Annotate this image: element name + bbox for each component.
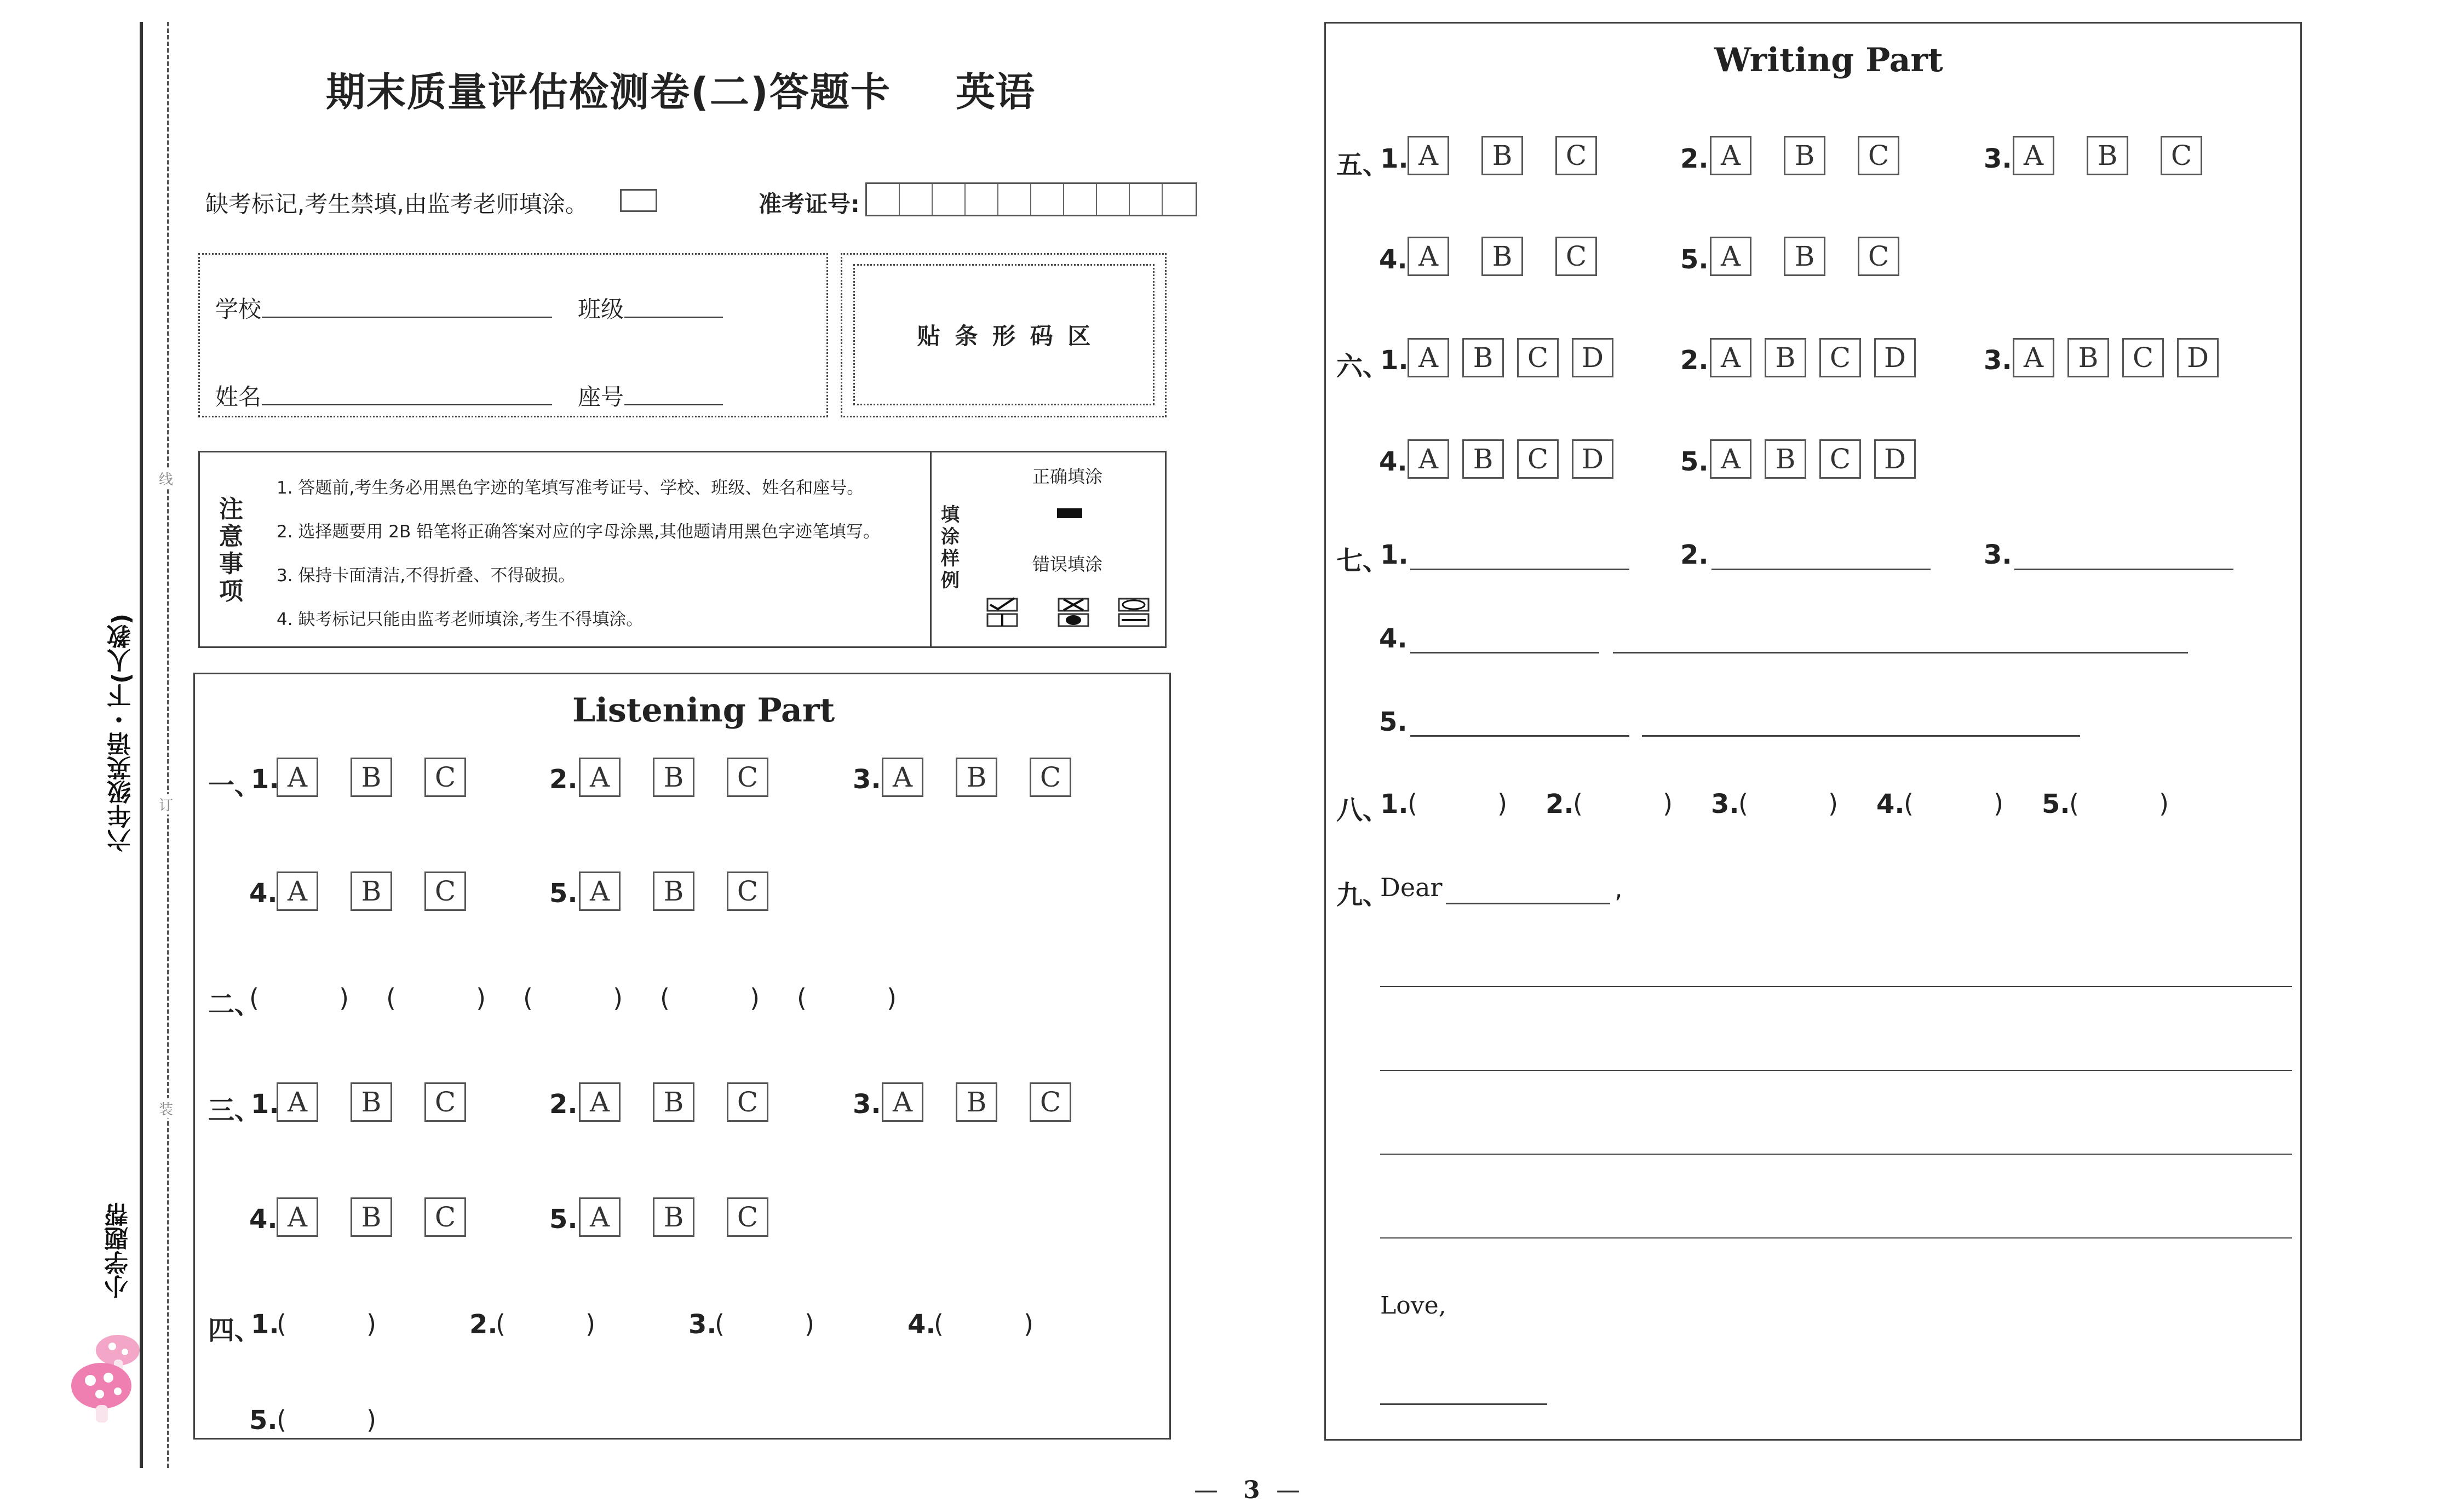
page-title: 期末质量评估检测卷(二)答题卡 bbox=[326, 69, 891, 115]
question-number: 5. bbox=[549, 878, 578, 909]
notice-item-4: 4. 缺考标记只能由监考老师填涂,考生不得填涂。 bbox=[277, 610, 644, 629]
question-number: 5. bbox=[1680, 244, 1709, 275]
option-b[interactable]: B bbox=[1765, 439, 1806, 479]
answer-line[interactable] bbox=[1410, 652, 1599, 653]
binding-solid-line bbox=[140, 22, 143, 1468]
school-input[interactable] bbox=[262, 317, 552, 318]
option-d[interactable]: D bbox=[1572, 338, 1613, 377]
wrong-check-sample-icon bbox=[986, 597, 1019, 628]
wrong-circle-sample-icon bbox=[1117, 597, 1150, 628]
option-d[interactable]: D bbox=[1874, 338, 1916, 377]
listening-section-1-label: 一、 bbox=[208, 770, 261, 801]
sample-title: 填涂样例 bbox=[941, 504, 960, 592]
exam-digit-box[interactable] bbox=[1031, 184, 1064, 215]
listening-part-title: Listening Part bbox=[572, 691, 835, 730]
writing-section-7-label: 七、 bbox=[1336, 546, 1389, 576]
question-number: 3. bbox=[853, 764, 881, 795]
option-c[interactable]: C bbox=[424, 871, 466, 911]
option-c[interactable]: C bbox=[2161, 136, 2202, 175]
name-label: 姓名 bbox=[215, 383, 262, 410]
option-c[interactable]: C bbox=[1858, 136, 1899, 175]
option-c[interactable]: C bbox=[1819, 439, 1861, 479]
seat-label: 座号 bbox=[578, 383, 624, 410]
question-number: 2. bbox=[1680, 144, 1709, 174]
option-c[interactable]: C bbox=[1858, 237, 1899, 276]
option-a[interactable]: A bbox=[1710, 439, 1751, 479]
school-label: 学校 bbox=[215, 296, 262, 323]
option-b[interactable]: B bbox=[1462, 338, 1504, 377]
writing-line[interactable] bbox=[1380, 1070, 2292, 1071]
option-b[interactable]: B bbox=[1784, 237, 1825, 276]
wrong-cross-sample-icon bbox=[1057, 597, 1090, 628]
option-b[interactable]: B bbox=[653, 871, 694, 911]
option-c[interactable]: C bbox=[1030, 1082, 1071, 1122]
option-b[interactable]: B bbox=[956, 1082, 997, 1122]
class-label: 班级 bbox=[578, 296, 624, 323]
name-input[interactable] bbox=[262, 404, 552, 405]
exam-digit-box[interactable] bbox=[867, 184, 900, 215]
option-a[interactable]: A bbox=[2013, 338, 2054, 377]
option-a[interactable]: A bbox=[882, 1082, 923, 1122]
answer-parentheses[interactable]: ( ) bbox=[2069, 789, 2169, 818]
option-a[interactable]: A bbox=[579, 1082, 621, 1122]
salutation-comma: , bbox=[1615, 874, 1623, 903]
barcode-area: 贴 条 形 码 区 bbox=[853, 264, 1155, 405]
question-number: 3. bbox=[853, 1089, 881, 1120]
question-number: 2. bbox=[549, 1089, 578, 1120]
wrong-fill-label: 错误填涂 bbox=[1032, 554, 1103, 575]
answer-line[interactable] bbox=[2014, 569, 2233, 570]
question-number: 4. bbox=[1876, 789, 1905, 819]
exam-digit-box[interactable] bbox=[966, 184, 998, 215]
option-b[interactable]: B bbox=[351, 758, 392, 797]
question-number: 4. bbox=[908, 1309, 936, 1340]
option-b[interactable]: B bbox=[1481, 237, 1523, 276]
answer-parentheses[interactable]: ( ) bbox=[277, 1405, 377, 1435]
option-a[interactable]: A bbox=[579, 871, 621, 911]
answer-line[interactable] bbox=[1613, 652, 2188, 653]
option-c[interactable]: C bbox=[424, 758, 466, 797]
question-number: 3. bbox=[1984, 345, 2012, 376]
question-number: 4. bbox=[1379, 244, 1408, 275]
recipient-line[interactable] bbox=[1446, 903, 1610, 904]
option-c[interactable]: C bbox=[727, 758, 768, 797]
question-number: 5. bbox=[549, 1204, 578, 1235]
question-number: 1. bbox=[1380, 540, 1409, 570]
question-number: 3. bbox=[1711, 789, 1739, 819]
option-b[interactable]: B bbox=[351, 871, 392, 911]
exam-number-boxes[interactable] bbox=[865, 182, 1197, 216]
question-number: 4. bbox=[249, 1204, 278, 1235]
writing-section-8-label: 八、 bbox=[1336, 795, 1389, 825]
option-b[interactable]: B bbox=[653, 1082, 694, 1122]
notice-title: 注意事项 bbox=[219, 495, 243, 605]
option-d[interactable]: D bbox=[1874, 439, 1916, 479]
answer-parentheses[interactable]: ( ) bbox=[797, 983, 897, 1013]
option-b[interactable]: B bbox=[653, 758, 694, 797]
writing-part-title: Writing Part bbox=[1714, 41, 1943, 79]
mushroom-logo-icon bbox=[66, 1326, 148, 1427]
option-c[interactable]: C bbox=[1517, 338, 1559, 377]
option-b[interactable]: B bbox=[653, 1197, 694, 1237]
answer-parentheses[interactable]: ( ) bbox=[249, 983, 349, 1013]
writing-line[interactable] bbox=[1380, 1237, 2292, 1238]
binding-mark-line: 线 bbox=[154, 468, 178, 489]
writing-line[interactable] bbox=[1380, 1154, 2292, 1155]
answer-line[interactable] bbox=[1642, 735, 2080, 737]
option-b[interactable]: B bbox=[351, 1082, 392, 1122]
option-b[interactable]: B bbox=[2087, 136, 2128, 175]
question-number: 3. bbox=[688, 1309, 717, 1340]
option-a[interactable]: A bbox=[1408, 237, 1449, 276]
question-number: 2. bbox=[1546, 789, 1574, 819]
exam-digit-box[interactable] bbox=[900, 184, 933, 215]
book-title-vertical: 六年级英语・下(人教) bbox=[107, 613, 135, 853]
option-c[interactable]: C bbox=[2122, 338, 2164, 377]
option-b[interactable]: B bbox=[2067, 338, 2109, 377]
question-number: 2. bbox=[1680, 540, 1709, 570]
question-number: 1. bbox=[251, 764, 279, 795]
answer-parentheses[interactable]: ( ) bbox=[1904, 789, 2004, 818]
option-c[interactable]: C bbox=[727, 871, 768, 911]
option-a[interactable]: A bbox=[1408, 338, 1449, 377]
question-number: 3. bbox=[1984, 144, 2012, 174]
answer-parentheses[interactable]: ( ) bbox=[1573, 789, 1673, 818]
answer-parentheses[interactable]: ( ) bbox=[496, 1309, 596, 1339]
answer-line[interactable] bbox=[1410, 569, 1629, 570]
option-b[interactable]: B bbox=[1481, 136, 1523, 175]
notice-item-3: 3. 保持卡面清洁,不得折叠、不得破损。 bbox=[277, 566, 576, 586]
answer-parentheses[interactable]: ( ) bbox=[523, 983, 623, 1013]
exam-digit-box[interactable] bbox=[1130, 184, 1163, 215]
listening-section-3-label: 三、 bbox=[208, 1095, 261, 1126]
option-c[interactable]: C bbox=[424, 1082, 466, 1122]
brand-name-vertical: 小学题帮 bbox=[105, 1202, 133, 1299]
option-a[interactable]: A bbox=[2013, 136, 2054, 175]
option-a[interactable]: A bbox=[1710, 338, 1751, 377]
listening-section-2-label: 二、 bbox=[208, 989, 261, 1020]
answer-parentheses[interactable]: ( ) bbox=[715, 1309, 815, 1339]
option-c[interactable]: C bbox=[727, 1197, 768, 1237]
answer-parentheses[interactable]: ( ) bbox=[277, 1309, 377, 1339]
exam-number-label: 准考证号: bbox=[759, 191, 860, 217]
binding-dashed-line bbox=[167, 22, 169, 1468]
option-a[interactable]: A bbox=[882, 758, 923, 797]
option-c[interactable]: C bbox=[1030, 758, 1071, 797]
question-number: 4. bbox=[1379, 623, 1408, 654]
signature-line[interactable] bbox=[1380, 1403, 1547, 1405]
answer-parentheses[interactable]: ( ) bbox=[386, 983, 486, 1013]
notice-item-1: 1. 答题前,考生务必用黑色字迹的笔填写准考证号、学校、班级、姓名和座号。 bbox=[277, 478, 864, 498]
listening-section-4-label: 四、 bbox=[208, 1315, 261, 1346]
page-number: 3 bbox=[1243, 1476, 1260, 1504]
absent-mark-box[interactable] bbox=[620, 189, 657, 212]
option-c[interactable]: C bbox=[1517, 439, 1559, 479]
page-number-dash-right: — bbox=[1276, 1476, 1300, 1504]
question-number: 5. bbox=[249, 1405, 278, 1436]
question-number: 3. bbox=[1984, 540, 2012, 570]
seat-input[interactable] bbox=[624, 404, 723, 405]
option-d[interactable]: D bbox=[1572, 439, 1613, 479]
option-c[interactable]: C bbox=[1555, 237, 1597, 276]
question-number: 1. bbox=[251, 1309, 279, 1340]
option-d[interactable]: D bbox=[2177, 338, 2219, 377]
option-a[interactable]: A bbox=[277, 871, 318, 911]
option-b[interactable]: B bbox=[1462, 439, 1504, 479]
question-number: 5. bbox=[2042, 789, 2070, 819]
absent-note: 缺考标记,考生禁填,由监考老师填涂。 bbox=[205, 191, 588, 217]
exam-digit-box[interactable] bbox=[998, 184, 1031, 215]
writing-part-box bbox=[1324, 22, 2302, 1441]
option-c[interactable]: C bbox=[424, 1197, 466, 1237]
exam-digit-box[interactable] bbox=[1064, 184, 1097, 215]
question-number: 4. bbox=[1379, 446, 1408, 477]
question-number: 2. bbox=[469, 1309, 498, 1340]
letter-salutation: Dear bbox=[1380, 873, 1443, 902]
student-info-box bbox=[198, 253, 828, 417]
question-number: 4. bbox=[249, 878, 278, 909]
option-a[interactable]: A bbox=[1710, 136, 1751, 175]
option-a[interactable]: A bbox=[277, 1082, 318, 1122]
question-number: 5. bbox=[1379, 707, 1408, 737]
writing-section-5-label: 五、 bbox=[1336, 150, 1389, 180]
option-c[interactable]: C bbox=[1819, 338, 1861, 377]
option-a[interactable]: A bbox=[1710, 237, 1751, 276]
option-b[interactable]: B bbox=[1784, 136, 1825, 175]
question-number: 2. bbox=[549, 764, 578, 795]
exam-digit-box[interactable] bbox=[933, 184, 966, 215]
writing-section-9-label: 九、 bbox=[1336, 880, 1389, 910]
letter-closing: Love, bbox=[1380, 1292, 1446, 1320]
option-a[interactable]: A bbox=[277, 1197, 318, 1237]
notice-item-2: 2. 选择题要用 2B 铅笔将正确答案对应的字母涂黑,其他题请用黑色字迹笔填写。 bbox=[277, 522, 880, 542]
class-input[interactable] bbox=[624, 317, 723, 318]
answer-parentheses[interactable]: ( ) bbox=[1408, 789, 1508, 818]
answer-line[interactable] bbox=[1410, 735, 1629, 737]
answer-parentheses[interactable]: ( ) bbox=[934, 1309, 1034, 1339]
option-a[interactable]: A bbox=[579, 758, 621, 797]
option-a[interactable]: A bbox=[579, 1197, 621, 1237]
question-number: 5. bbox=[1680, 446, 1709, 477]
binding-mark-ding: 订 bbox=[154, 794, 178, 815]
exam-digit-box[interactable] bbox=[1097, 184, 1130, 215]
correct-fill-label: 正确填涂 bbox=[1032, 466, 1103, 487]
option-c[interactable]: C bbox=[727, 1082, 768, 1122]
writing-line[interactable] bbox=[1380, 986, 2292, 987]
question-number: 1. bbox=[1380, 789, 1409, 819]
option-b[interactable]: B bbox=[1765, 338, 1806, 377]
notice-divider bbox=[930, 451, 932, 648]
option-b[interactable]: B bbox=[351, 1197, 392, 1237]
question-number: 1. bbox=[251, 1089, 279, 1120]
question-number: 1. bbox=[1380, 144, 1409, 174]
option-a[interactable]: A bbox=[1408, 439, 1449, 479]
subject-label: 英语 bbox=[956, 69, 1035, 115]
answer-parentheses[interactable]: ( ) bbox=[660, 983, 760, 1013]
option-b[interactable]: B bbox=[956, 758, 997, 797]
answer-line[interactable] bbox=[1711, 569, 1931, 570]
option-c[interactable]: C bbox=[1555, 136, 1597, 175]
binding-mark-zhuang: 装 bbox=[154, 1098, 178, 1119]
page-number-dash-left: — bbox=[1194, 1476, 1218, 1504]
answer-parentheses[interactable]: ( ) bbox=[1738, 789, 1839, 818]
question-number: 1. bbox=[1380, 345, 1409, 376]
option-a[interactable]: A bbox=[277, 758, 318, 797]
question-number: 2. bbox=[1680, 345, 1709, 376]
writing-section-6-label: 六、 bbox=[1336, 351, 1389, 382]
correct-fill-sample bbox=[1057, 508, 1082, 518]
exam-digit-box[interactable] bbox=[1163, 184, 1196, 215]
option-a[interactable]: A bbox=[1408, 136, 1449, 175]
